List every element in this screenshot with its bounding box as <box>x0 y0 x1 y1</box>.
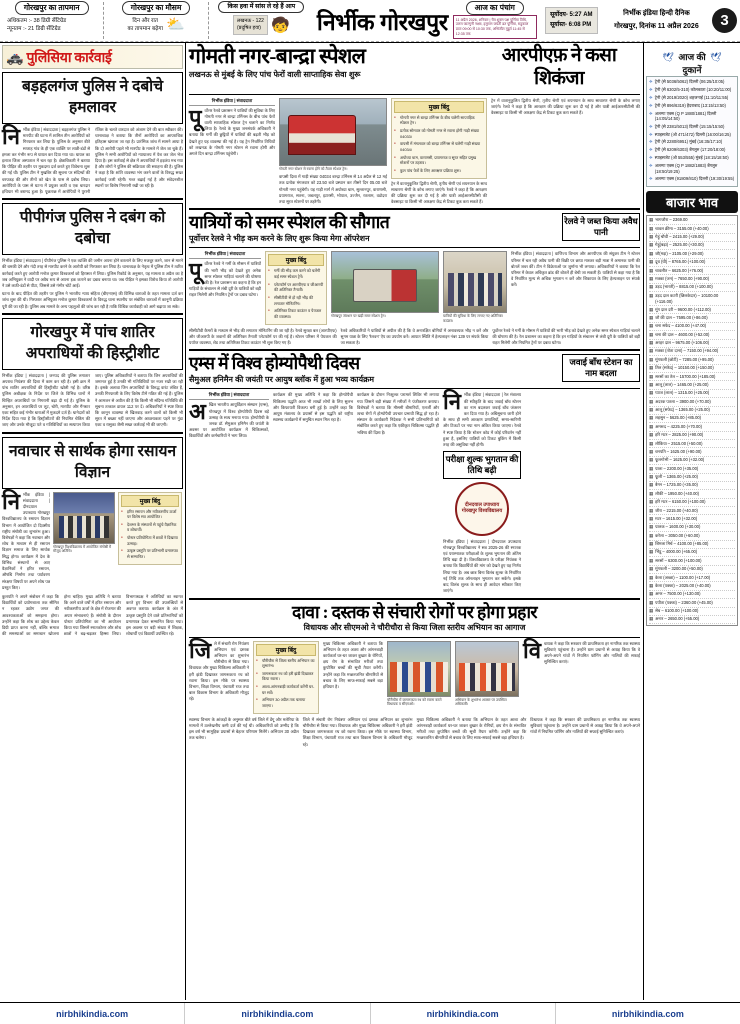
keypoints-title: मुख्य बिंदु <box>394 101 484 113</box>
fourth-body-3: विधायक ने कहा कि सरकार की प्राथमिकता हर नागरिक तक स्वास्थ्य सुविधाएं पहुंचाना है। उन्होंने ग्राम प्रधानों से आग्रह किया कि वे अपने-अपने गांवों में नियमित फॉगिंग और नालियों की सफाई सुनिश्चित कराएं। <box>523 637 640 665</box>
story-headline-box-3 <box>2 318 183 370</box>
section-banner-label: पुलिसिया कार्रवाई <box>26 50 112 66</box>
sack-icon: ▦ <box>649 448 654 454</box>
center-column <box>186 43 644 1000</box>
plane-icon: ✈ <box>649 162 653 168</box>
weather-values: दिन और रात का तापमान बढ़ेगा <box>127 17 163 32</box>
sack-icon: ▦ <box>649 340 654 346</box>
market-row: ▦ हरि मटर – 6150.00 (+100.00) <box>649 499 735 507</box>
sack-icon: ▦ <box>649 284 654 290</box>
market-row: ▦ मूंग दाल दरी – 9600.00 (+112.00) <box>649 306 735 314</box>
train-item: ✈ ट्रेनी (से 6302/5-310) कोलकाता (10:20/11:00) <box>649 87 732 93</box>
keypoints-title: मुख्य बिंदु <box>256 644 316 656</box>
trains-widget-title-2: दुकानें <box>682 65 702 75</box>
keypoint-item: ● वापसी में मंगलवार को बान्द्रा टर्मिनस से चलेगी गाड़ी संख्या 04034। <box>394 141 484 152</box>
second-photo-train <box>331 251 439 313</box>
keypoint-item: ● चौरीचौरा से जिला स्तरीय अभियान का शुभारंभ। <box>256 658 316 669</box>
sack-icon: ▦ <box>649 474 654 480</box>
market-row: ▦ आलू (लाल) – 1465.00 (+25.00) <box>649 381 735 389</box>
sack-icon: ▦ <box>649 242 654 248</box>
market-row: ▦ जौ(मड़ा) – 2105.00 (+29.00) <box>649 250 735 258</box>
third-headline: एम्स में विश्व होम्योपैथी दिवस <box>189 353 360 374</box>
footer-url[interactable]: nirbhikindia.com <box>371 1003 556 1024</box>
fourth-photo-caption-2: अभियान के शुभारंभ अवसर पर उपस्थित अधिकारी। <box>455 697 507 707</box>
market-row: ▦ मूंगफली – 3200.00 (+50.00) <box>649 566 735 574</box>
page-footer <box>0 1002 740 1024</box>
fourth-body-7: विधायक ने कहा कि सरकार की प्राथमिकता हर नागरिक तक स्वास्थ्य सुविधाएं पहुंचाना है। उन्होंने ग्राम प्रधानों से आग्रह किया कि वे अपने-अपने गांवों में नियमित फॉगिंग और नालियों की सफाई सुनिश्चित कराएं। <box>530 716 640 735</box>
keypoint-item: ● कुल पांच फेरों के लिए आरक्षण प्रक्रिया शुरू। <box>394 168 484 174</box>
masthead-wrap <box>314 0 451 41</box>
sack-icon: ▦ <box>649 507 654 513</box>
story-photo-seminar <box>53 492 115 544</box>
market-row: ▦ सरसों – 6300.00 (+100.00) <box>649 557 735 565</box>
market-row: ▦ करेला – 3050.00 (+60.00) <box>649 532 735 540</box>
sack-icon: ▦ <box>649 549 654 555</box>
keypoints-box-left <box>118 492 182 565</box>
market-row: ▦ सेब – 6100.00 (+100.00) <box>649 608 735 616</box>
sidebox-title-water: रेलवे ने जब्त किया अवैध पानी <box>562 213 640 240</box>
keypoint-item: ● गोमती नगर से बान्द्रा टर्मिनस के बीच चलेगी साप्ताहिक स्पेशल ट्रेन। <box>394 115 484 126</box>
plane-icon: ✈ <box>649 176 653 182</box>
bird-icon-left: 🕊 <box>662 52 674 62</box>
keypoints-title: मुख्य बिंदु <box>121 495 179 507</box>
sack-icon: ▦ <box>649 582 654 588</box>
plane-icon: ✈ <box>649 87 653 93</box>
third-body-1: अखिल भारतीय आयुर्विज्ञान संस्थान (एम्स), गोरखपुर में विश्व होम्योपैथी दिवस बड़े उत्साह के साथ मनाया गया। होम्योपैथी के जनक डॉ. सैमुअल हनिमैन की जयंती के अवसर पर आयोजित कार्यक्रम में चिकित्सकों, विद्यार्थियों और कर्मचारियों ने भाग लिया। <box>189 399 269 439</box>
market-row: ▦ दूध (घी) – 8765.00 (+100.00) <box>649 259 735 267</box>
market-row: ▦ अनार – 2650.00 (+55.00) <box>649 616 735 624</box>
market-row: ▦ प्याज (लाल) – 1315.00 (+25.00) <box>649 390 735 398</box>
market-row: ▦ भिंडू – 4000.00 (+65.00) <box>649 549 735 557</box>
panchang-text: 11 अप्रैल 2026, शनिवार | चैत्र शुक्ल पक्ष पूर्णिमा तिथि, उत्तरा फाल्गुनी नक्षत्र, हनुमान जयंती व्रत पूर्णिमा, राहुकाल प्रातः 09:00 से 10:30 तक, अभिजीत मुहूर्त 11:45 से 12:35 तक <box>453 15 537 39</box>
sack-icon: ▦ <box>649 457 654 463</box>
sack-icon: ▦ <box>649 423 654 429</box>
lead-secondary-headline-wrap <box>478 45 640 91</box>
train-item: ✈ स्पाइसजेट (ओ 553/555) मुंबई (18:15/18:50) <box>649 154 729 160</box>
market-row: ▦ मूंगफली (छोटी) – 7285.00 (+95.00) <box>649 356 735 364</box>
second-photo-counter <box>443 251 507 313</box>
plane-icon: ✈ <box>649 147 653 153</box>
train-item: ✈ अलग्गा एक्स (Q P 1880/1881) दिल्ली (14:05/14:50) <box>649 110 717 122</box>
sack-icon: ▦ <box>649 331 654 337</box>
market-rates-title: बाजार भाव <box>646 191 738 213</box>
keypoints-box-fourth <box>253 641 319 714</box>
train-item: ✈ ट्रेनी (से 6209/6303) बेंगलुरु (17:20/18:00) <box>649 147 726 153</box>
trains-list-box <box>646 76 738 186</box>
market-row: ▦ शिमला मिर्च – 4100.00 (+85.00) <box>649 541 735 549</box>
trains-widget-title-wrap <box>646 45 738 76</box>
second-body-4: पूर्वोत्तर रेलवे ने गर्मी के मौसम में यात्रियों की भारी भीड़ को देखते हुए अनेक समर स्पेशल गाड़ियां चलाने की घोषणा की है। रेल प्रशासन का कहना है कि इन गाड़ियों के संचालन से लंबी दूरी के यात्रियों को बड़ी राहत मिलेगी और नियमित ट्रेनों पर दबाव घटेगा। <box>492 327 641 346</box>
divider-center-1 <box>189 208 640 210</box>
story-headline-3: गोरखपुर में पांच शातिर अपराधियों की हिस्ट्रीशीट <box>25 323 160 362</box>
market-row: ▦ पालक – 1600.00 (+30.00) <box>649 524 735 532</box>
market-row: ▦ उड़द (भारती) – 8815.00 (+100.00) <box>649 284 735 292</box>
keypoint-item: ● अतिरिक्त टिकट काउंटर व पेयजल की व्यवस्था। <box>268 308 324 319</box>
second-body-3: रेलवे अधिकारियों ने यात्रियों से अपील की है कि वे अनारक्षित बोगियों में अनावश्यक भीड़ न करें और सुगम यात्रा के लिए 'रेलवन' ऐप का उपयोग करें। आपात स्थिति में हेल्पलाइन नंबर 139 पर संपर्क किया जा सकता है। <box>340 327 489 346</box>
sack-icon: ▦ <box>649 432 654 438</box>
sack-icon: ▦ <box>649 515 654 521</box>
market-row: ▦ चना सफेद – 4100.00 (+47.00) <box>649 323 735 331</box>
keypoint-item: ● प्रत्येक सोमवार को गोमती नगर से रवाना होगी गाड़ी संख्या 04033। <box>394 128 484 139</box>
footer-url[interactable]: nirbhikindia.com <box>0 1003 185 1024</box>
sack-icon: ▦ <box>649 599 654 605</box>
divider-center-3 <box>189 598 640 600</box>
university-seal-text: दीनदयाल उपाध्याय गोरखपुर विश्वविद्यालय <box>461 502 503 514</box>
story-body-4a: निर्भीक इंडिया | संवाददाता | दीनदयाल उपाध्याय गोरखपुर विश्वविद्यालय के रसायन विज्ञान विभाग में आयोजित दो दिवसीय राष्ट्रीय संगोष्ठी का शुभारंभ हुआ। विशेषज्ञों ने कहा कि नवाचार और शोध के माध्यम से ही रसायन विज्ञान समाज के लिए सार्थक सिद्ध होगा। कार्यक्रम में देश के विभिन्न संस्थानों से आए वैज्ञानिकों ने हरित रसायन, औषधि निर्माण तथा पर्यावरण संरक्षण विषयों पर अपने शोध पत्र प्रस्तुत किए। <box>2 488 50 590</box>
sack-icon: ▦ <box>649 356 654 362</box>
train-item: ✈ ट्रेनी (से 2019/2020) शहजनाई (11:10/11:55) <box>649 94 729 100</box>
sack-icon: ▦ <box>649 490 654 496</box>
temperature-max: अधिकतम :- 38 डिग्री सेंटिग्रेड <box>7 17 67 24</box>
plane-icon: ✈ <box>649 79 653 85</box>
sack-icon: ▦ <box>649 557 654 563</box>
sack-icon: ▦ <box>649 390 654 396</box>
lead-headline-main <box>189 45 474 80</box>
plane-icon: ✈ <box>649 131 653 137</box>
panchang-widget <box>451 0 539 41</box>
sack-icon: ▦ <box>649 217 654 223</box>
market-row: ▦ मक्का (जन) – 7650.00 (+90.00) <box>649 275 735 283</box>
sidebox-body-water: निर्भीक इंडिया | संवाददाता | वाणिज्य विभाग और आरपीएफ की संयुक्त टीम ने स्टेशन परिसर में चल रही अवैध पानी की बिक्री पर छापा मारकर बड़ी मात्रा में अमानक पानी की बोतलें जब्त कीं। टीम ने विक्रेताओं पर जुर्माना भी लगाया। अधिकारियों ने बताया कि रेल परिसर में केवल अधिकृत ब्रांड की बोतलें ही बेची जा सकती हैं। यात्रियों से कहा गया है कि वे निर्धारित मूल्य से अधिक भुगतान न करें और शिकायत के लिए हेल्पलाइन पर संपर्क करें। <box>511 251 640 288</box>
section-banner-police <box>2 45 183 69</box>
market-row: ▦ चावल क्रीमा – 3155.00 (+40.00) <box>649 225 735 233</box>
second-body-1: पूर्वोत्तर रेलवे ने गर्मी के मौसम में यात्रियों की भारी भीड़ को देखते हुए अनेक समर स्पेशल गाड़ियां चलाने की घोषणा की है। रेल प्रशासन का कहना है कि इन गाड़ियों के संचालन से लंबी दूरी के यात्रियों को बड़ी राहत मिलेगी और नियमित ट्रेनों पर दबाव घटेगा। <box>189 258 261 298</box>
story-headline-box-4 <box>2 437 183 489</box>
trains-list <box>649 79 735 182</box>
keypoint-item: ● आशा-आंगनबाड़ी कार्यकर्ता करेंगी घर-घर सर्वे। <box>256 684 316 695</box>
divider-third <box>189 388 640 389</box>
fourth-body-5: जिले में संचारी रोग नियंत्रण अभियान एवं दस्तक अभियान का शुभारंभ चौरीचौरा से किया गया। विधायक और मुख्य चिकित्सा अधिकारी ने हरी झंडी दिखाकर जागरूकता रथ को रवाना किया। इस मौके पर स्वास्थ्य विभाग, शिक्षा विभाग, पंचायती राज तथा बाल विकास विभाग के अधिकारी मौजूद रहे। <box>302 716 413 747</box>
market-row: ▦ तिल (सफेद) – 10150.00 (+150.00) <box>649 365 735 373</box>
train-item: ✈ ट्रेनी (से 2280/6951) मुंबई (16:35/17:10) <box>649 139 723 145</box>
sack-icon: ▦ <box>649 465 654 471</box>
market-row: ▦ भागजौरा – 2369.00 <box>649 217 735 225</box>
keypoint-item: ● प्लेटफॉर्म पर आरपीएफ व जीआरपी की अतिरिक्त तैनाती। <box>268 282 324 293</box>
divider-lead <box>189 94 640 95</box>
story-body-1: निर्भीक इंडिया | संवाददाता | बड़हलगंज पुलिस ने मारपीट की घटना में शामिल तीन आरोपियों को गिरफ्तार कर लिया है। पुलिस के अनुसार बीते सप्ताह गांव के ही एक व्यक्ति पर लाठी-डंडों से हमला कर गंभीर रूप से घायल कर दिया गया था। घायल का इलाज जिला अस्पताल में चल रहा है। क्षेत्राधिकारी ने बताया कि पीड़ित की तहरीर पर मुकदमा दर्ज करते हुए विवेचना शुरू की गई थी। पुलिस टीम ने मुखबिर की सूचना पर संदिग्धों की धरपकड़ की और तीनों को खेत के पास से दबोच लिया। आरोपियों के पास से घटना में प्रयुक्त लाठी व एक धारदार हथियार भी बरामद हुआ है। पूछताछ में आरोपियों ने पुरानी रंजिश के चलते वारदात को अंजाम देने की बात स्वीकार की। थानाध्यक्ष ने बताया कि तीनों आरोपियों का आपराधिक इतिहास खंगाला जा रहा है। प्रारंभिक जांच में सामने आया है कि दो आरोपी पहले भी मारपीट के मामले में जेल जा चुके हैं। पुलिस ने सभी आरोपियों को न्यायालय में पेश कर जेल भेज दिया है। इस कार्रवाई से क्षेत्र में अपराधियों में हड़कंप मच गया है और लोगों ने पुलिस की सक्रियता की सराहना की है। पुलिस ने कहा है कि शांति व्यवस्था भंग करने वालों के विरुद्ध सख्त कार्रवाई जारी रहेगी। गश्त बढ़ाई गई है और संवेदनशील स्थानों पर विशेष निगरानी रखी जा रही है। <box>2 123 183 195</box>
keypoints-list <box>256 658 316 709</box>
market-row: ▦ अमरूद – 4225.00 (+70.00) <box>649 423 735 431</box>
second-headline: यात्रियों को समर स्पेशल की सौगात <box>189 212 390 233</box>
story-headline-box-2 <box>2 203 183 255</box>
keypoint-item: ● अयोध्या धाम, वाराणसी, प्रयागराज व सूरत सहित प्रमुख स्टेशनों पर ठहराव। <box>394 155 484 166</box>
divider-second <box>189 247 640 248</box>
market-row: ▦ केला (अच्छा) – 1100.00 (+17.00) <box>649 574 735 582</box>
fourth-body-1: जिले में संचारी रोग नियंत्रण अभियान एवं दस्तक अभियान का शुभारंभ चौरीचौरा से किया गया। विधायक और मुख्य चिकित्सा अधिकारी ने हरी झंडी दिखाकर जागरूकता रथ को रवाना किया। इस मौके पर स्वास्थ्य विभाग, शिक्षा विभाग, पंचायती राज तथा बाल विकास विभाग के अधिकारी मौजूद रहे। <box>189 637 249 702</box>
sack-icon: ▦ <box>649 541 654 547</box>
fourth-body-4: स्वास्थ्य विभाग के आंकड़ों के अनुसार बीते वर्ष जिले में डेंगू और मलेरिया के मामलों में उल्लेखनीय कमी दर्ज की गई थी। अधिकारियों को उम्मीद है कि इस वर्ष भी सामूहिक प्रयासों से बेहतर परिणाम मिलेंगे। अभियान 30 अप्रैल तक चलेगा। <box>189 716 299 741</box>
story-headline-box-1 <box>2 72 183 124</box>
sack-icon: ▦ <box>649 616 654 622</box>
second-body-2: सीसीटीवी कैमरों के माध्यम से भीड़ की लगातार मॉनिटरिंग की जा रही है। रेलवे सुरक्षा बल (आरपीएफ) और जीआरपी के जवानों की अतिरिक्त तैनाती प्लेटफॉर्म पर की गई है। स्टेशन परिसर में पेयजल की पर्याप्त व्यवस्था, शेड तथा अतिरिक्त टिकट काउंटर भी शुरू किए गए हैं। <box>189 327 337 346</box>
temperature-label: गोरखपुर का तापमान <box>15 1 89 15</box>
left-column <box>0 43 186 1000</box>
sunrise-time: सूर्योदय- 5:27 AM <box>550 11 593 18</box>
fourth-headline-wrap <box>189 603 640 634</box>
air-quality-label: किस हवा में सांस ले रहे हैं आप <box>218 1 304 13</box>
divider-2 <box>2 313 183 315</box>
sidebox-body-exam: निर्भीक इंडिया | संवाददाता | दीनदयाल उपाध्याय गोरखपुर विश्वविद्यालय ने सत्र 2025-26 की स्नातक एवं परास्नातक परीक्षाओं के शुल्क भुगतान की अंतिम तिथि बढ़ा दी है। विश्वविद्यालय के परीक्षा नियंत्रक ने बताया कि विद्यार्थियों की मांग को देखते हुए यह निर्णय लिया गया है। अब छात्र बिना विलंब शुल्क के निर्धारित नई तिथि तक ऑनलाइन भुगतान कर सकेंगे। इसके बाद विलंब शुल्क के साथ ही आवेदन स्वीकार किए जाएंगे। <box>443 538 521 594</box>
third-body-3: कार्यक्रम के दौरान निःशुल्क परामर्श शिविर भी लगाया गया जिसमें बड़ी संख्या में मरीजों ने पंजीकरण कराया। विशेषज्ञों ने बताया कि मौसमी बीमारियों, एलर्जी और त्वचा रोगों में होम्योपैथी उपचार प्रभावी सिद्ध हो रहा है। संस्थान के कार्यकारी निदेशक ने सभी प्रतिभागियों को संबोधित करते हुए कहा कि एकीकृत चिकित्सा पद्धति ही भविष्य की दिशा है। <box>357 392 439 435</box>
second-photo-caption-2: यात्रियों की सुविधा के लिए लगाए गए अतिरिक्त काउंटर। <box>443 314 503 324</box>
main-content <box>0 42 740 1000</box>
fourth-body-6: मुख्य चिकित्सा अधिकारी ने बताया कि अभियान के तहत आशा और आंगनबाड़ी कार्यकर्ता घर-घर जाकर बुखार के रोगियों, क्षय रोग के संभावित मरीजों तथा कुपोषित बच्चों की सूची तैयार करेंगी। उन्होंने कहा कि मच्छरजनित बीमारियों से बचाव के लिए साफ-सफाई सबसे बड़ा हथियार है। <box>416 716 527 741</box>
sidebox-title-exam: परीक्षा शुल्क भुगतान की तिथि बढ़ी <box>443 451 521 478</box>
divider-center-2 <box>189 349 640 351</box>
market-row: ▦ फूली – 1365.00 (+25.00) <box>649 474 735 482</box>
police-van-icon: 🚓 <box>6 48 24 65</box>
train-item: ✈ ट्रेनी (से 2381/5013) दिल्ली (15:15/15:50) <box>649 123 725 129</box>
plane-icon: ✈ <box>649 102 653 108</box>
sack-icon: ▦ <box>649 267 654 273</box>
divider <box>2 198 183 200</box>
market-row: ▦ हरि मटर – 2825.00 (+90.00) <box>649 432 735 440</box>
market-row: ▦ जौ की दाल – 7595.00 (+86.00) <box>649 314 735 322</box>
fourth-headline: दावा : दस्तक से संचारी रोगों पर होगा प्रहार <box>292 601 537 622</box>
market-row: ▦ जीरा – 2215.00 (+40.00) <box>649 507 735 515</box>
train-item: ✈ अलग्गा एक्स (91809/810) दिल्ली (19:30/19:55) <box>649 176 735 182</box>
keypoint-item: ● सीसीटीवी से हो रही भीड़ की लगातार मॉनिटरिंग। <box>268 295 324 306</box>
story-headline-2: पीपीगंज पुलिस ने दबंग को दबोचा <box>19 209 166 248</box>
plane-icon: ✈ <box>649 139 653 145</box>
publication-info <box>604 0 709 41</box>
keypoints-box-lead <box>391 98 487 179</box>
sack-icon: ▦ <box>649 292 654 298</box>
keypoints-list <box>394 115 484 174</box>
train-item: ✈ अलग्गा एक्स (Q P 1882/1883) बेंगलुरु (18:50/19:25) <box>649 162 718 174</box>
sack-icon: ▦ <box>649 608 654 614</box>
third-byline: निर्भीक इंडिया | संवाददाता <box>189 392 269 400</box>
market-row: ▦ गेहूं चौथी – 2415.00 (+29.00) <box>649 234 735 242</box>
keypoint-item: ● जागरूकता रथ को हरी झंडी दिखाकर किया रवाना। <box>256 671 316 682</box>
plane-icon: ✈ <box>649 94 653 100</box>
bird-icon-right: 🕊 <box>710 52 722 62</box>
market-row: ▦ फूलगोभी – 1625.00 (+32.00) <box>649 457 735 465</box>
sidebox-body-station: निर्भीक इंडिया | संवाददाता | रेल मंत्रालय की स्वीकृति के बाद जवाई बाँध स्टेशन का नाम बदलकर जवाई बाँध जंक्शन कर दिया गया है। अधिसूचना जारी होने के साथ ही सभी आरक्षण प्रणालियों, समय-सारिणी और टिकटों पर नया नाम अंकित किया जाएगा। रेलवे ने स्पष्ट किया है कि स्टेशन कोड में कोई परिवर्तन नहीं हुआ है, इसलिए यात्रियों को टिकट बुकिंग में किसी तरह की असुविधा नहीं होगी। <box>443 389 521 448</box>
market-row: ▦ लहसुन – 5625.00 (+85.00) <box>649 415 735 423</box>
market-row: ▦ आलू (सफेद) – 1365.00 (+25.00) <box>649 407 735 415</box>
market-row: ▦ गेहूं(बढ़ा) – 2525.00 (+30.00) <box>649 242 735 250</box>
market-row: ▦ लौकी – 1950.00 (+40.00) <box>649 490 735 498</box>
sack-icon: ▦ <box>649 524 654 530</box>
air-quality-widget <box>209 0 314 41</box>
sack-icon: ▦ <box>649 398 654 404</box>
sack-icon: ▦ <box>649 574 654 580</box>
right-column <box>644 43 740 1000</box>
train-item: ✈ ट्रेनी (से 5036/5062) दिल्ली (06:25/10:05) <box>649 79 725 85</box>
lead-subhead: लखनऊ से मुंबई के लिए पांच फेरों वाली साप्ताहिक सेवा शुरू <box>189 69 361 79</box>
keypoints-list <box>121 509 179 560</box>
temperature-values <box>3 15 100 33</box>
market-row: ▦ केला (पक्का) – 2025.00 (+40.00) <box>649 582 735 590</box>
lead-photo-train <box>279 98 387 166</box>
market-row: ▦ धनपति – 1625.00 (+90.00) <box>649 448 735 456</box>
second-byline: निर्भीक इंडिया | संवाददाता <box>189 251 261 259</box>
sack-icon: ▦ <box>649 499 654 505</box>
top-info-strip <box>0 0 740 42</box>
keypoints-box-second <box>265 251 327 324</box>
story-body-2b: घटना के बाद पीड़ित की तहरीर पर पुलिस ने भारतीय न्याय संहिता (बीएनएस) की विभिन्न धाराओं के तहत मामला दर्ज कर जांच शुरू की थी। गिरफ्तार अभियुक्त मनोज कुमार विश्वकर्मा के विरुद्ध थाना स्थानीय पर संबंधित धाराओं में कानूनी प्रक्रिया पूरी की जा रही है। पुलिस अब मामले के अन्य पहलुओं की जांच कर रही है ताकि विधिक कार्यवाही को आगे बढ़ाया जा सके। <box>2 291 183 309</box>
market-row: ▦ बैगन – 1725.00 (+35.00) <box>649 482 735 490</box>
air-quality-values: लखनऊ - 122 (प्रदूषित हवा) <box>233 15 268 35</box>
story-body-4b: कुलपति ने अपने संबोधन में कहा कि विद्यार्थियों को प्रयोगशाला तक सीमित न रहकर उद्योग जगत की आवश्यकताओं को समझना होगा। उन्होंने कहा कि शोध का उद्देश्य केवल डिग्री प्राप्त करना नहीं, बल्कि समाज की समस्याओं का समाधान खोजना होना चाहिए। मुख्य अतिथि ने बताया कि आने वाले वर्षों में हरित रसायन और नवीकरणीय ऊर्जा के क्षेत्र में रोजगार की अपार संभावनाएं हैं। संगोष्ठी के दौरान पोस्टर प्रतियोगिता का भी आयोजन किया गया जिसमें स्नातकोत्तर और शोध छात्रों ने बढ़-चढ़कर हिस्सा लिया। विभागाध्यक्ष ने अतिथियों का स्वागत करते हुए विभाग की उपलब्धियों से अवगत कराया। कार्यक्रम के अंत में उत्कृष्ट प्रस्तुति देने वाले प्रतिभागियों को प्रमाणपत्र देकर सम्मानित किया गया। इस अवसर पर बड़ी संख्या में शिक्षक, शोधार्थी एवं विद्यार्थी उपस्थित रहे। <box>2 594 183 637</box>
publication-name: निर्भीक इंडिया हिन्दी दैनिक <box>623 9 690 17</box>
sack-icon: ▦ <box>649 482 654 488</box>
market-row: ▦ मटर – 1615.00 (+32.00) <box>649 515 735 523</box>
divider-3 <box>2 432 183 434</box>
market-row: ▦ मक्का (तोता दाना) – 7150.00 (+94.00) <box>649 348 735 356</box>
market-row: ▦ अमर – 7500.00 (+130.00) <box>649 591 735 599</box>
lead-headline-wrap <box>189 45 640 91</box>
market-rates-list <box>649 217 735 624</box>
fourth-photo-officials <box>455 641 519 697</box>
market-row: ▦ अरहर दाल – 9675.00 (+106.00) <box>649 340 735 348</box>
story-headline-4: नवाचार से सार्थक होगा रसायन विज्ञान <box>8 442 177 481</box>
keypoint-item: ● उत्कृष्ट प्रस्तुति पर प्रतिभागी प्रमाणपत्र से सम्मानित। <box>121 548 179 559</box>
sack-icon: ▦ <box>649 591 654 597</box>
sunset-time: सूर्यास्त- 6:08 PM <box>550 21 592 28</box>
market-rates-box <box>646 215 738 626</box>
market-row: ▦ लौकिया – 2515.00 (+50.00) <box>649 440 735 448</box>
market-row: ▦ चावलीत – 6625.00 (+76.00) <box>649 267 735 275</box>
footer-url[interactable]: nirbhikindia.com <box>185 1003 370 1024</box>
sack-icon: ▦ <box>649 323 654 329</box>
third-body-2: कार्यक्रम की मुख्य अतिथि ने कहा कि होम्योपैथी चिकित्सा पद्धति आज भी लाखों लोगों के लिए सुलभ और किफायती विकल्प बनी हुई है। उन्होंने कहा कि आयुष मंत्रालय के प्रयासों से इस पद्धति को राष्ट्रीय स्वास्थ्य कार्यक्रमों में समुचित स्थान मिल रहा है। <box>273 392 353 423</box>
story-headline-1: बड़हलगंज पुलिस ने दबोचे हमलावर <box>21 78 164 116</box>
second-photo-caption-1: गोरखपुर जंक्शन पर खड़ी समर स्पेशल ट्रेन। <box>331 314 386 319</box>
lead-body-extra: ट्रेन में वातानुकूलित द्वितीय श्रेणी, तृतीय श्रेणी एवं शयनयान के साथ साधारण श्रेणी के कोच लगाए जाएंगे। रेलवे ने कहा है कि आरक्षण की प्रक्रिया शुरू कर दी गई है और यात्री आईआरसीटीसी की वेबसाइट या किसी भी आरक्षण केंद्र से टिकट बुक करा सकते हैं। <box>491 97 640 116</box>
lead-byline: निर्भीक इंडिया | संवाददाता <box>189 98 275 106</box>
story-body-3: निर्भीक इंडिया | संवाददाता | जनपद की पुलिस लगातार अपराध नियंत्रण की दिशा में काम कर रही है। इसी क्रम में पांच शातिर अपराधियों की हिस्ट्रीशीट खोली गई है। वरिष्ठ पुलिस अधीक्षक के निर्देश पर जिले के विभिन्न थानों में चिन्हित अपराधियों पर निगरानी बढ़ा दी गई है। पुलिस के अनुसार, इन अपराधियों पर लूट, चोरी, मारपीट और गैंगस्टर एक्ट सहित कई गंभीर धाराओं में मुकदमे दर्ज हैं। थानेदारों को निर्देश दिया गया है कि हिस्ट्रीशीटरों की नियमित चेकिंग की जाए और उनके मौजूदा पते व गतिविधियों का सत्यापन किया जाए। पुलिस अधिकारियों ने बताया कि जिन अपराधियों की जमानत हुई है उनकी भी गतिविधियों पर नजर रखी जा रही है। इसके अलावा जिन अपराधियों के विरुद्ध वारंट लंबित हैं, उनकी गिरफ्तारी के लिए विशेष टीमें गठित की गई हैं। पुलिस ने आमजन से अपील की है कि किसी भी संदिग्ध गतिविधि की सूचना तत्काल डायल 112 पर दें। अधिकारियों ने स्पष्ट किया कि कानून व्यवस्था से खिलवाड़ करने वालों को किसी भी सूरत में बख्शा नहीं जाएगा और आवश्यकता पड़ने पर गुंडा एक्ट व रासुका जैसी सख्त कार्रवाई भी की जाएगी। <box>2 372 183 428</box>
lead-body-2: वापसी दिशा में गाड़ी संख्या 04034 बान्द्रा टर्मिनस से 14 अप्रैल से 12 मई तक प्रत्येक मंगलवार को 23.50 बजे प्रस्थान कर तीसरे दिन 05.00 बजे गोमती नगर पहुंचेगी। यह गाड़ी मार्ग में अयोध्या धाम, सुल्तानपुर, वाराणसी, प्रयागराज, सतना, जबलपुर, इटारसी, भोपाल, उज्जैन, रतलाम, वडोदरा तथा सूरत स्टेशनों पर ठहरेगी। <box>279 174 387 205</box>
third-subhead: सैमुअल हनिमैन की जयंती पर आयुष ब्लॉक में हुआ भव्य कार्यक्रम <box>189 374 375 384</box>
plane-icon: ✈ <box>649 110 653 116</box>
masthead-title: निर्भीक गोरखपुर <box>316 8 448 35</box>
lead-secondary-headline: आरपीएफ़ ने कसा शिकंजा <box>501 45 617 89</box>
sack-icon: ▦ <box>649 225 654 231</box>
keypoint-item: ● अभियान 30 अप्रैल तक चलाया जाएगा। <box>256 697 316 708</box>
sack-icon: ▦ <box>649 314 654 320</box>
footer-url[interactable]: nirbhikindia.com <box>611 1008 684 1019</box>
sidebox-title-station: जवाई बाँध स्टेशन का नाम बदला <box>562 354 640 381</box>
market-row: ▦ उड़द दाल कटरी (छिलकेदार) – 10100.00 (+116.00) <box>649 292 735 306</box>
publication-place-date: गोरखपुर, दिनांक 11 अप्रैल 2026 <box>614 22 699 30</box>
sack-icon: ▦ <box>649 306 654 312</box>
story-body-2a: निर्भीक इंडिया | संवाददाता | पीपीगंज पुलिस ने एक व्यक्ति की जमीन अपना होने बतलाने के लिए मजबूर करने, जान से मारने की धमकी देने और गंदी तरह से मारपीट करने के आरोपी को गिरफ्तार कर लिया है। थानाध्यक्ष के नेतृत्व में पुलिस टीम ने त्वरित कार्रवाई करते हुए आरोपी मनोज कुमार विश्वकर्मा को हिरासत में लिया। पुलिस रिकॉर्ड के अनुसार, यह मामला 8 अप्रैल का है जब अभियुक्त ने वादी पर अवैध रूप से अपना हक जताने का दबाव बनाया था। जब पीड़ित ने इसका विरोध किया तो आरोपी ने उसे लाठी-डंडों से पीटा, जिससे उसे गंभीर चोटें आईं। <box>2 258 183 288</box>
train-item: ✈ स्पाइसजेट (ओ 471/472) दिल्ली (16:00/16:25) <box>649 131 731 137</box>
plane-icon: ✈ <box>649 123 653 129</box>
sack-icon: ▦ <box>649 348 654 354</box>
sack-icon: ▦ <box>649 381 654 387</box>
keypoint-item: ● गर्मी की भीड़ कम करने को चलेंगी कई समर स्पेशल ट्रेनें। <box>268 268 324 279</box>
sack-icon: ▦ <box>649 532 654 538</box>
sack-icon: ▦ <box>649 415 654 421</box>
fourth-subhead: विधायक और सीएमओ ने चौरीचौरा से किया जिला स्तरीय अभियान का आगाज <box>303 623 526 633</box>
sack-icon: ▦ <box>649 275 654 281</box>
keypoint-item: ● देशभर के संस्थानों से पहुंचे वैज्ञानिक व शोधार्थी। <box>121 522 179 533</box>
lead-body-1: पूर्वोत्तर रेलवे प्रशासन ने यात्रियों की सुविधा के लिए गोमती नगर से बान्द्रा टर्मिनस के बीच पांच फेरों वाली साप्ताहिक स्पेशल ट्रेन चलाने का निर्णय लिया है। रेलवे के मुख्य जनसंपर्क अधिकारी ने बताया कि गर्मी की छुट्टियों में यात्रियों की बढ़ती भीड़ को देखते हुए यह व्यवस्था की गई है। यह ट्रेन निर्धारित तिथियों को लखनऊ के गोमती नगर स्टेशन से रवाना होगी और अगले दिन बान्द्रा टर्मिनस पहुंचेगी। <box>189 104 275 157</box>
lead-photo-caption: गोमती नगर स्टेशन से रवाना होने को तैयार स्पेशल ट्रेन। <box>279 166 348 171</box>
sun-times <box>545 7 597 34</box>
sack-icon: ▦ <box>649 234 654 240</box>
trains-widget-title-1: आज की <box>678 52 706 62</box>
sack-icon: ▦ <box>649 440 654 446</box>
fourth-photo-caption-1: चौरीचौरा में जागरूकता रथ को रवाना करते विधायक व सीएमओ। <box>387 697 442 707</box>
market-row: ▦ चना की दाल – 4600.00 (+52.00) <box>649 331 735 339</box>
sack-icon: ▦ <box>649 566 654 572</box>
keypoints-title: मुख्य बिंदु <box>268 254 324 266</box>
keypoint-item: ● पोस्टर प्रतियोगिता में छात्रों ने दिखाया उत्साह। <box>121 535 179 546</box>
keypoints-list <box>268 268 324 319</box>
train-item: ✈ ट्रेनी (से 896/6319) हैदराबाद (13:15/13:50) <box>649 102 726 108</box>
plane-icon: ✈ <box>649 154 653 160</box>
temperature-widget <box>0 0 103 41</box>
second-subhead: पूर्वोत्तर रेलवे ने भीड़ कम करने के लिए शुरू किया मेगा ऑपरेशन <box>189 233 370 243</box>
sack-icon: ▦ <box>649 365 654 371</box>
weather-label: गोरखपुर का मौसम <box>122 1 191 15</box>
market-row: ▦ पाला – 2200.00 (+35.00) <box>649 465 735 473</box>
sun-times-widget <box>539 0 604 41</box>
fourth-body-2: मुख्य चिकित्सा अधिकारी ने बताया कि अभियान के तहत आशा और आंगनबाड़ी कार्यकर्ता घर-घर जाकर बुखार के रोगियों, क्षय रोग के संभावित मरीजों तथा कुपोषित बच्चों की सूची तैयार करेंगी। उन्होंने कहा कि मच्छरजनित बीमारियों से बचाव के लिए साफ-सफाई सबसे बड़ा हथियार है। <box>323 640 383 690</box>
weather-widget <box>104 0 207 41</box>
page-number-wrap <box>709 0 740 41</box>
sun-cloud-icon: ⛅ <box>165 15 185 33</box>
university-seal-icon <box>455 482 509 536</box>
sack-icon: ▦ <box>649 373 654 379</box>
sack-icon: ▦ <box>649 259 654 265</box>
market-row: ▦ सरसों का तेल – 15700.00 (+185.00) <box>649 373 735 381</box>
temperature-min: न्यूनतम :- 21 डिग्री सेंटिग्रेड <box>7 25 61 32</box>
keypoint-item: ● हरित रसायन और नवीकरणीय ऊर्जा पर विशेष सत्र आयोजित। <box>121 509 179 520</box>
story-photo-caption-seminar: गोरखपुर विश्वविद्यालय में आयोजित संगोष्ठी में मौजूद अतिथि। <box>53 544 112 554</box>
divider-fourth <box>189 637 640 638</box>
sack-icon: ▦ <box>649 407 654 413</box>
lead-headline: गोमती नगर-बान्द्रा स्पेशल <box>189 44 366 68</box>
fourth-photo-rally <box>387 641 451 697</box>
market-row: ▦ पपीता (पक्का) – 2360.00 (+45.00) <box>649 599 735 607</box>
child-icon: 🧒 <box>270 16 290 34</box>
sack-icon: ▦ <box>649 250 654 256</box>
market-row: ▦ अदरक पतला – 3900.00 (+70.00) <box>649 398 735 406</box>
lead-body-3: ट्रेन में वातानुकूलित द्वितीय श्रेणी, तृतीय श्रेणी एवं शयनयान के साथ साधारण श्रेणी के कोच लगाए जाएंगे। रेलवे ने कहा है कि आरक्षण की प्रक्रिया शुरू कर दी गई है और यात्री आईआरसीटीसी की वेबसाइट या किसी भी आरक्षण केंद्र से टिकट बुक करा सकते हैं। <box>391 180 487 205</box>
panchang-label: आज का पंचांग <box>466 1 524 15</box>
page-number: 3 <box>712 8 737 33</box>
